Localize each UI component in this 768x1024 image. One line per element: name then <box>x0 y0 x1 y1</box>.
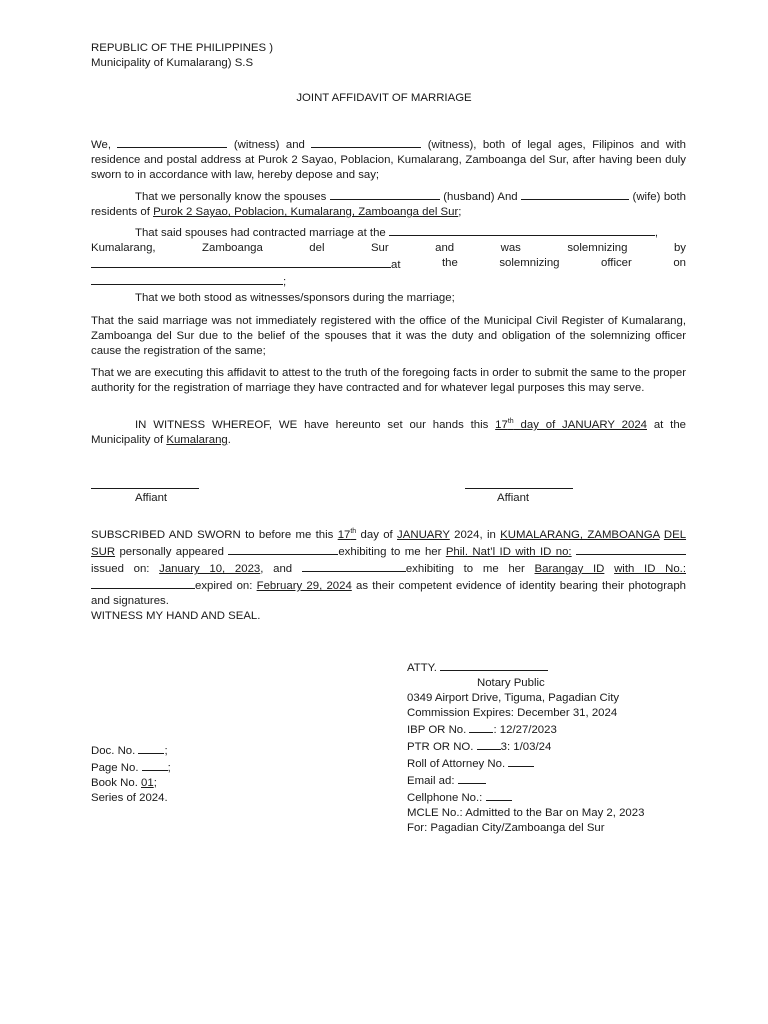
email-blank[interactable] <box>458 772 486 784</box>
affiant-signature-left: Affiant <box>91 476 211 506</box>
witness-1-blank[interactable] <box>117 136 227 148</box>
ptr-number-blank[interactable] <box>477 738 501 750</box>
paragraph-not-registered: That the said marriage was not immediately registered with the office of the Municipal Civil Register of Kumalarang, Zamboanga del Sur due to the belief of the spouses that it was the duty and obligation of the solemnizing officer cause the registration of the same; <box>91 315 686 357</box>
attorney-name-blank[interactable] <box>440 659 548 671</box>
id-number-1-blank[interactable] <box>576 543 686 555</box>
ibp-number-blank[interactable] <box>469 721 493 733</box>
residence-address: Purok 2 Sayao, Poblacion, Kumalarang, Zamboanga del Sur <box>153 206 459 218</box>
execution-date: 17th day of JANUARY 2024 <box>495 418 647 431</box>
paragraph-intro: We, (witness) and (witness), both of legal ages, Filipinos and with residence and postal address at Purok 2 Sayao, Poblacion, Kumalarang, Zamboanga del Sur, after having been duly sworn to in accordance with law, hereby depose and say; <box>91 136 686 183</box>
notary-block: ATTY. Notary Public 0349 Airport Drive, Tiguma, Pagadian City Commission Expires: December 31, 2024 IBP OR No. : 12/27/2023 PTR OR NO. 3: 1/03/24 Roll of Attorney No. Email ad: Cellphone No.: MCLE No.: Admitted to the Bar on May 2, 2023 For: Pagadian City/Zamboanga del Sur <box>407 659 644 836</box>
appearing-party-1-blank[interactable] <box>228 543 338 555</box>
cellphone-blank[interactable] <box>486 789 512 801</box>
marriage-place-blank[interactable] <box>389 224 655 236</box>
jurat-paragraph: SUBSCRIBED AND SWORN to before me this 17th day of JANUARY 2024, in KUMALARANG, ZAMBOANGA DEL SUR personally appeared exhibiting to me her Phil. Nat’l ID with ID no: issued on: January 10, 2023, and exhibiting to me her Barangay ID with ID No.:expired on: February 29, 2024 as their competent evidence of identity bearing their photograph and signatures. <box>91 528 687 607</box>
series-line: Series of 2024. <box>91 792 168 804</box>
officer-line: at the solemnizing officer on <box>91 256 686 273</box>
header-line-2: Municipality of Kumalarang) S.S <box>91 57 254 69</box>
appearing-party-2-blank[interactable] <box>302 560 406 572</box>
location-line: Kumalarang, Zamboanga del Sur and was solemnizing by <box>91 242 686 254</box>
doc-number-blank[interactable] <box>138 742 164 754</box>
marriage-date-blank[interactable] <box>91 273 283 285</box>
notary-title: Notary Public <box>477 677 545 689</box>
paragraph-marriage-place: That said spouses had contracted marriage at the , Kumalarang, Zamboanga del Sur and was solemnizing by at the solemnizing officer on ; <box>91 224 686 290</box>
paragraph-in-witness: IN WITNESS WHEREOF, WE have hereunto set our hands this 17th day of JANUARY 2024 at the Municipality of Kumalarang. <box>91 418 687 446</box>
document-header <box>91 41 273 71</box>
document-title: JOINT AFFIDAVIT OF MARRIAGE <box>296 92 472 104</box>
affiant-signature-right: Affiant <box>465 476 585 506</box>
roll-number-blank[interactable] <box>508 755 534 767</box>
mcle-line: MCLE No.: Admitted to the Bar on May 2, 2023 <box>407 807 645 819</box>
id-number-2-blank[interactable] <box>91 577 195 589</box>
commission-expiry: Commission Expires: December 31, 2024 <box>407 707 618 719</box>
husband-blank[interactable] <box>330 188 440 200</box>
solemnizing-officer-blank[interactable] <box>91 256 391 268</box>
signature-line[interactable] <box>465 476 573 489</box>
header-line-1: REPUBLIC OF THE PHILIPPINES ) <box>91 42 274 54</box>
witness-hand-seal: WITNESS MY HAND AND SEAL. <box>91 610 261 622</box>
execution-place: Kumalarang <box>166 434 228 446</box>
paragraph-witnesses: That we both stood as witnesses/sponsors during the marriage; <box>135 292 455 304</box>
signature-line[interactable] <box>91 476 199 489</box>
page-number-blank[interactable] <box>142 759 168 771</box>
paragraph-purpose: That we are executing this affidavit to attest to the truth of the foregoing facts in order to submit the same to the proper authority for the registration of marriage they have contracted and for whatever legal purposes this may serve. <box>91 367 686 394</box>
witness-2-blank[interactable] <box>311 136 421 148</box>
jurisdiction-line: For: Pagadian City/Zamboanga del Sur <box>407 822 605 834</box>
paragraph-spouses: That we personally know the spouses (husband) And (wife) both residents of Purok 2 Sayao, Poblacion, Kumalarang, Zamboanga del Sur; <box>91 188 686 220</box>
wife-blank[interactable] <box>521 188 629 200</box>
notary-address: 0349 Airport Drive, Tiguma, Pagadian City <box>407 692 620 704</box>
docket-block: Doc. No. ; Page No. ; Book No. 01; Series of 2024. <box>91 742 171 806</box>
